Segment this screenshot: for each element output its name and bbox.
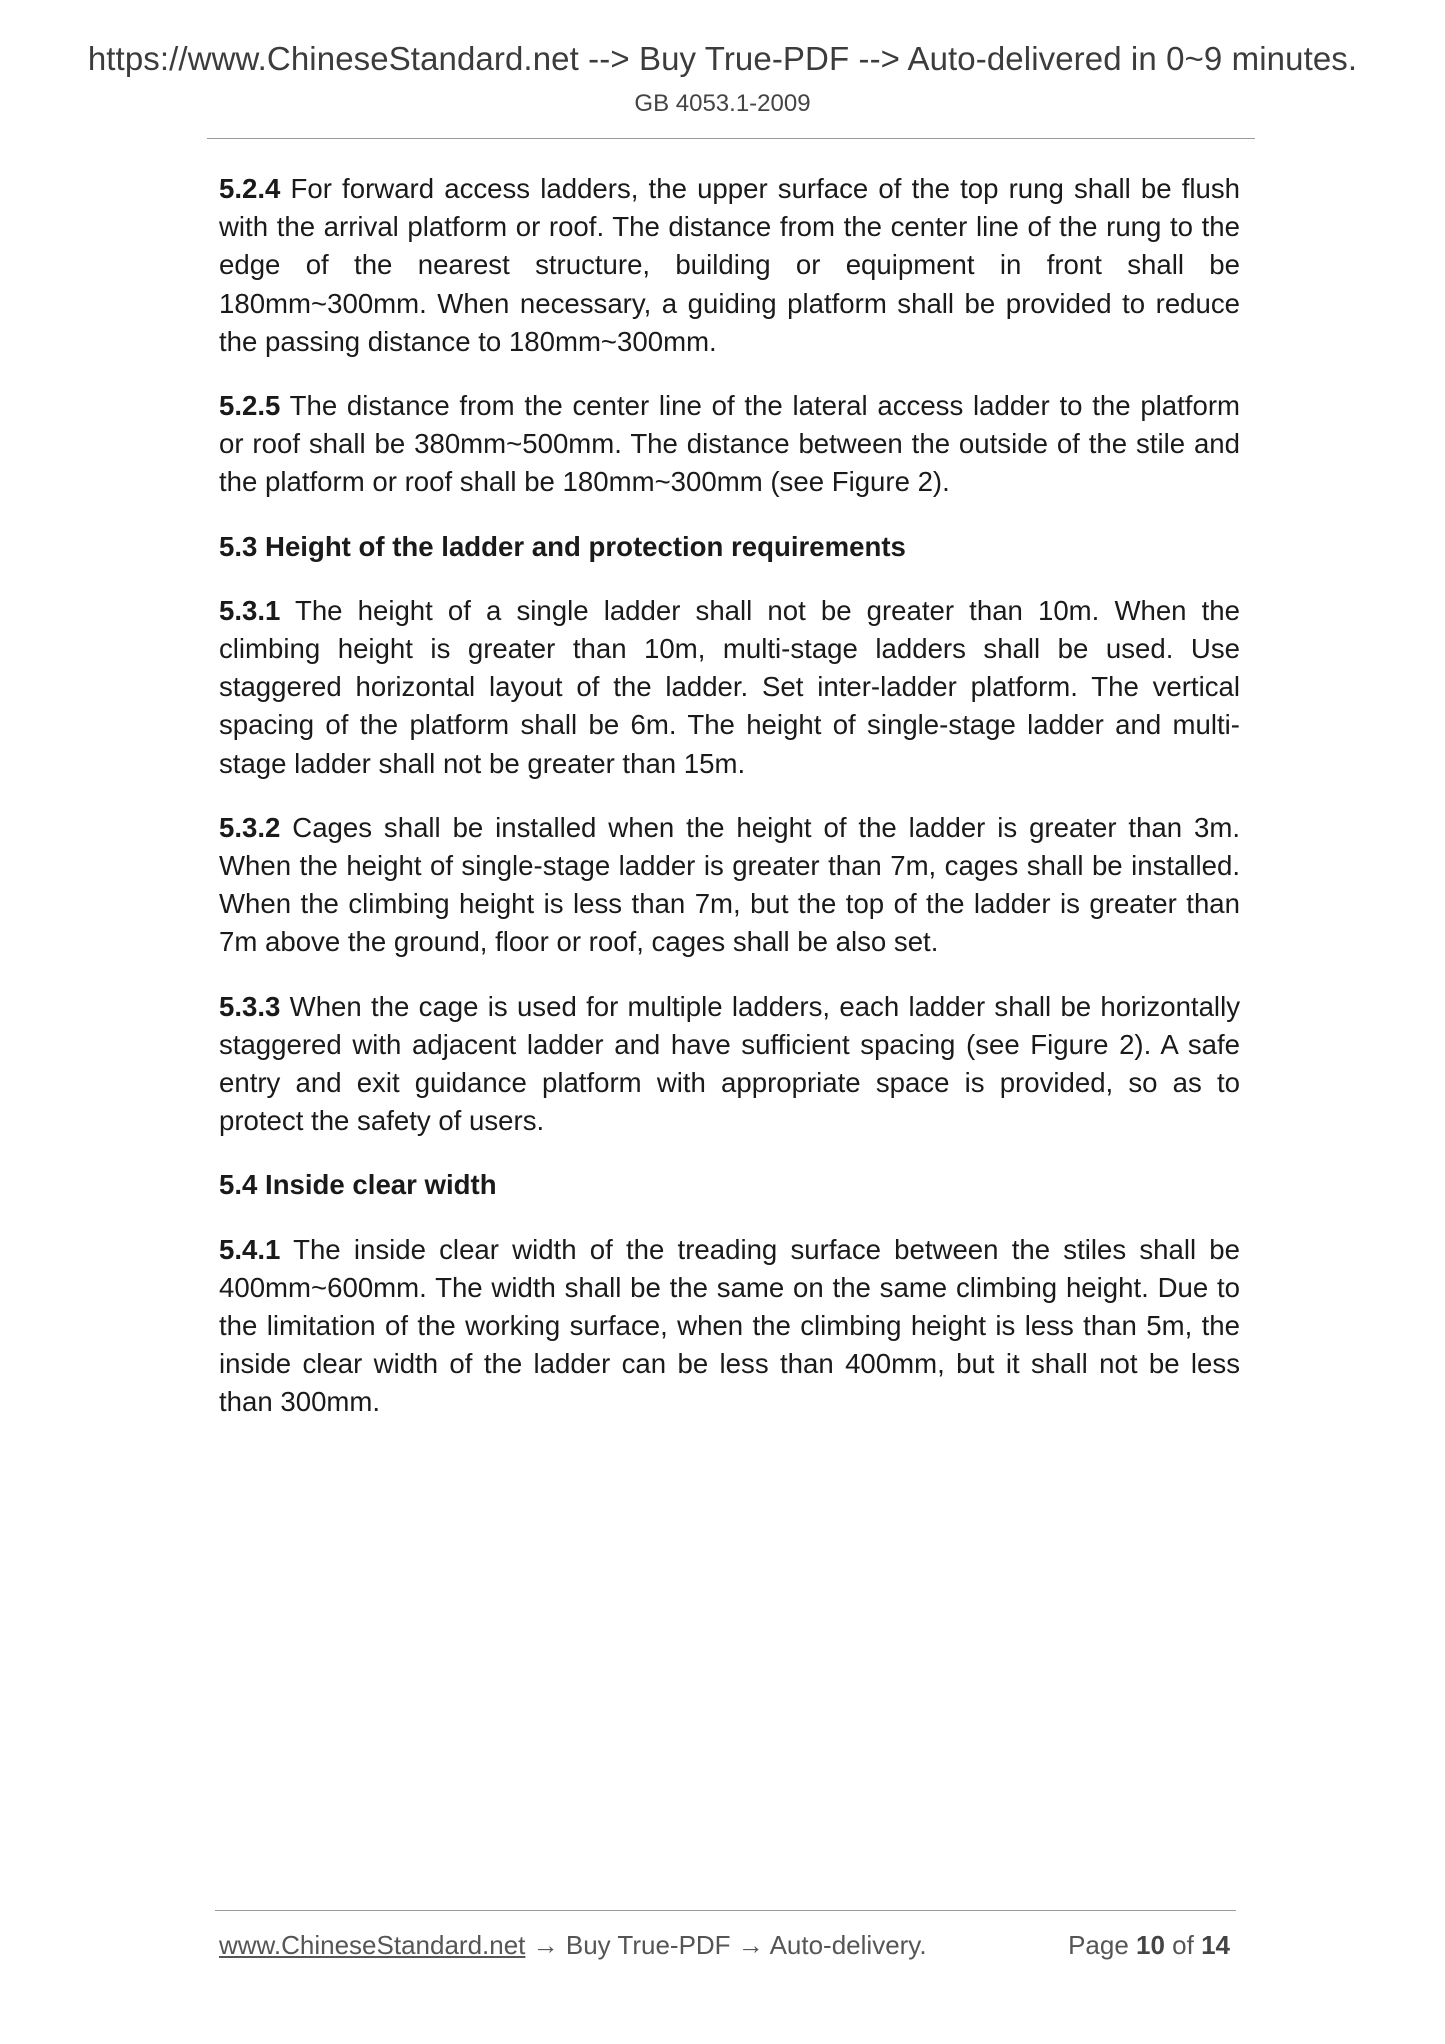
clause-5-2-4 [219,170,1240,361]
footer-divider [215,1910,1236,1911]
page-of-label: of [1164,1930,1202,1960]
clause-number: 5.3.3 [219,990,281,1022]
clause-5-2-5 [219,387,1240,502]
site-link[interactable]: www.ChineseStandard.net [219,1930,526,1960]
clause-number: 5.2.5 [219,390,281,422]
site-banner: https://www.ChineseStandard.net --> Buy True-PDF --> Auto-delivered in 0~9 minutes. [87,40,1358,77]
clause-text: When the cage is used for multiple ladders, each ladder shall be horizontally staggered with adjacent ladder and have sufficient spacing (see Figure 2). A safe entry and exit guidance platform with appropriate space is provided, so as to protect the safety of users. [219,990,1240,1137]
section-heading-5-4: 5.4 Inside clear width [219,1169,497,1201]
document-body [219,170,1240,1448]
clause-text: For forward access ladders, the upper surface of the top rung shall be flush with the arrival platform or roof. The distance from the center line of the rung to the edge of the nearest structure, building or equipment in front shall be 180mm~300mm. When necessary, a guiding platform shall be provided to reduce the passing distance to 180mm~300mm. [219,173,1240,357]
clause-number: 5.3.2 [219,811,281,843]
page-label: Page [1068,1930,1137,1960]
section-heading-5-3: 5.3 Height of the ladder and protection requirements [219,530,906,562]
clause-5-3-3 [219,988,1240,1141]
total-page-number: 14 [1201,1930,1230,1960]
standard-number: GB 4053.1-2009 [634,90,811,117]
delivery-note: → Buy True-PDF → Auto-delivery. [525,1930,927,1960]
clause-text: The distance from the center line of the lateral access ladder to the platform or roof shall be 380mm~500mm. The distance between the outside of the stile and the platform or roof shall be 180mm~300mm (see Figure 2). [219,390,1240,498]
footer-promo [219,1930,927,1961]
header-divider [207,138,1255,139]
clause-text: Cages shall be installed when the height of the ladder is greater than 3m. When the height of single-stage ladder is greater than 7m, cages shall be installed. When the climbing height is less than 7m, but the top of the ladder is greater than 7m above the ground, floor or roof, cages shall be also set. [219,811,1240,958]
clause-text: The inside clear width of the treading surface between the stiles shall be 400mm~600mm. The width shall be the same on the same climbing height. Due to the limitation of the working surface, when the climbing height is less than 5m, the inside clear width of the ladder can be less than 400mm, but it shall not be less than 300mm. [219,1233,1240,1418]
clause-5-3-1 [219,592,1240,783]
clause-5-3-2 [219,809,1240,962]
clause-5-4-1 [219,1231,1240,1422]
clause-number: 5.4.1 [219,1233,281,1265]
clause-number: 5.2.4 [219,173,281,204]
page-indicator [1068,1930,1230,1961]
clause-text: The height of a single ladder shall not be greater than 10m. When the climbing height is greater than 10m, multi-stage ladders shall be used. Use staggered horizontal layout of the ladder. Set inter-ladder platform. The vertical spacing of the platform shall be 6m. The height of single-stage ladder and multi-stage ladder shall not be greater than 15m. [219,594,1240,779]
clause-number: 5.3.1 [219,594,281,626]
current-page-number: 10 [1136,1930,1165,1960]
